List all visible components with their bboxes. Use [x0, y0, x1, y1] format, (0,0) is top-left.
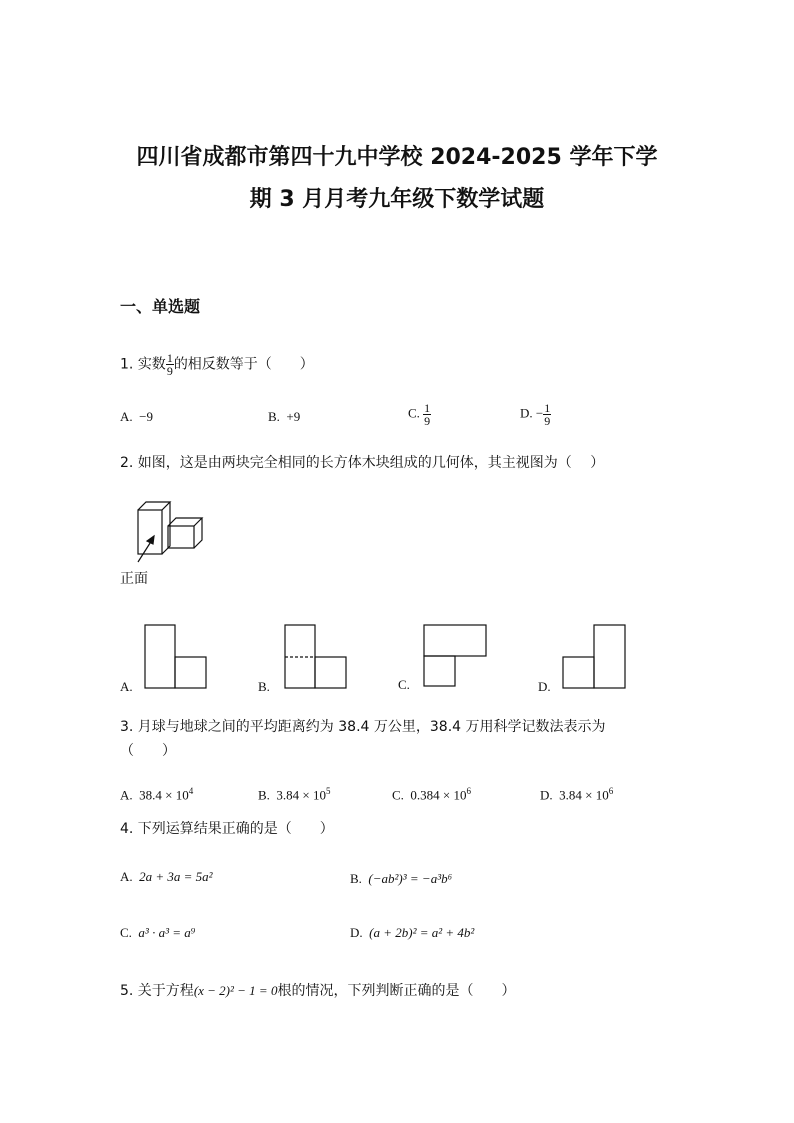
- q3-option-d[interactable]: D. $3.84 \times 10^6$: [540, 786, 614, 803]
- question-1: [120, 352, 314, 377]
- q2-solid-figure: [130, 498, 210, 568]
- q4-option-d[interactable]: D. (a + 2b)² = a² + 4b²: [350, 925, 475, 940]
- q4-option-a[interactable]: A. 2a + 3a = 5a²: [120, 869, 213, 884]
- question-2: 2. 如图，这是由两块完全相同的长方体木块组成的几何体，其主视图为（ ）: [120, 455, 605, 471]
- q2-option-c-figure[interactable]: [423, 624, 489, 688]
- q1-fraction: $\frac{1}{9}$: [166, 351, 173, 378]
- question-3-line2: （ ）: [120, 743, 176, 759]
- q1-option-b[interactable]: B. +9: [268, 409, 301, 424]
- q2-option-b-figure[interactable]: [284, 624, 348, 690]
- q1-option-c[interactable]: C. $\frac{1}{9}$: [408, 401, 431, 428]
- q2-option-b-label[interactable]: B.: [258, 679, 270, 694]
- question-5: 5. 关于方程(x − 2)² − 1 = 0根的情况，下列判断正确的是（ ）: [120, 983, 516, 999]
- q1-option-d[interactable]: D. − $\frac{1}{9}$: [520, 401, 551, 428]
- q4-option-b[interactable]: B. (−ab²)³ = −a³b⁶: [350, 871, 453, 886]
- q2-option-d-label[interactable]: D.: [538, 679, 551, 694]
- question-4: 4. 下列运算结果正确的是（ ）: [120, 821, 334, 837]
- q3-option-c[interactable]: C. $0.384 \times 10^6$: [392, 786, 472, 803]
- q3-option-a[interactable]: A. $38.4 \times 10^4$: [120, 786, 194, 803]
- question-3-line1: 3. 月球与地球之间的平均距离约为 38.4 万公里，38.4 万用科学记数法表示为: [120, 719, 606, 735]
- q1-text-a: 实数: [137, 356, 166, 373]
- q2-front-label: 正面: [120, 571, 148, 587]
- q4-option-c[interactable]: C. a³ · a³ = a⁹: [120, 925, 196, 940]
- q2-option-a-figure[interactable]: [144, 624, 208, 690]
- q2-option-a-label[interactable]: A.: [120, 679, 133, 694]
- page-title-line1: 四川省成都市第四十九中学校 2024-2025 学年下学: [136, 145, 658, 170]
- section-heading: 一、单选题: [120, 297, 201, 316]
- q1-option-a[interactable]: A. −9: [120, 409, 153, 424]
- q2-option-d-figure[interactable]: [562, 624, 628, 690]
- q1-text-b: 的相反数等于（ ）: [173, 356, 314, 373]
- q3-option-b[interactable]: B. $3.84 \times 10^5$: [258, 786, 331, 803]
- page-title-line2: 期 3 月月考九年级下数学试题: [249, 187, 545, 212]
- q1-number: 1.: [120, 356, 134, 373]
- q2-option-c-label[interactable]: C.: [398, 677, 410, 692]
